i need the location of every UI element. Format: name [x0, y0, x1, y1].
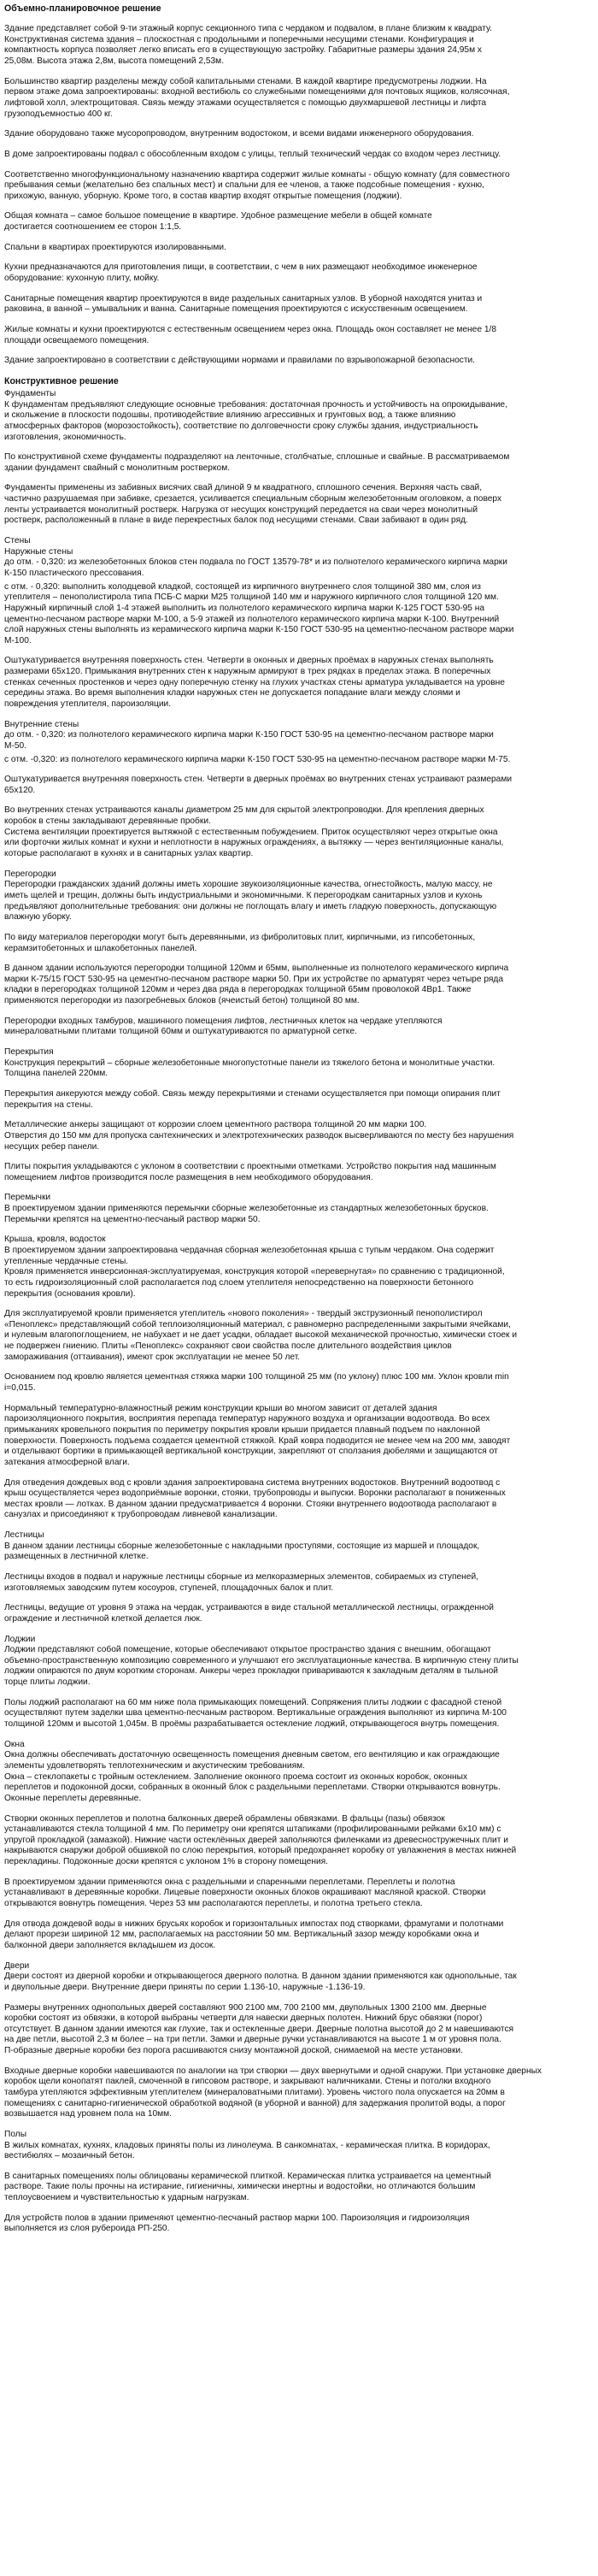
section-heading: Объемно-планировочное решение [4, 3, 161, 14]
paragraph [4, 2066, 594, 2120]
text-line: замораживания (оттаивания), имеют срок эксплуатации не менее 50 лет. [4, 1352, 301, 1362]
text-line: Наружный кирпичный слой 1-4 этажей выполнить из полнотелого керамического кирпича марки К-125 ГОСТ 530-95 на [4, 603, 485, 613]
text-line: атмосферных факторов (морозостойкость), соответствие по долговечности сроку службы здания, индустриальность [4, 421, 478, 431]
subsection-label: Внутренние стены [4, 719, 79, 729]
text-line: и отделывают бортики в примыкающей вертикальной конструкции, закрепляют от сползания дюбелями и защищаются от [4, 1447, 498, 1457]
paragraph [4, 2003, 594, 2057]
paragraph [4, 1162, 594, 1183]
text-line: слой наружных стены выполнять из керамического кирпича марки К-150 ГОСТ 530-95 на цементно-песчаном растворе марки [4, 625, 514, 635]
text-line: повреждения утеплителя, пароизоляции. [4, 699, 172, 709]
paragraph [4, 755, 594, 766]
text-line: М-50. [4, 740, 27, 751]
text-line: Оштукатуривается внутренняя поверхность стен. Четверти в дверных проёмах во внутренних стенах устраивают размерами [4, 775, 513, 785]
paragraph [4, 483, 594, 527]
text-line: П-образные дверные коробки без порога расшиваются снизу монтажной доской, снимаемой на месте установки. [4, 2046, 463, 2056]
text-line: Общая комната – самое большое помещение в квартире. Удобное размещение мебели в общей комнате [4, 211, 432, 221]
text-line: Лестницы входов в подвал и наружные лестницы сборные из мелкоразмерных элементов, собираемых из ступеней, [4, 1572, 478, 1582]
text-line: или форточки жилых комнат и кухни и неплотности в наружных ограждениях, а вытяжку — через вентиляционные каналы, [4, 838, 504, 848]
text-line: частично разрушаемая при забивке, срезается, усиливается специальным сборным железобетонным оголовком, а поверх [4, 494, 502, 504]
text-line: перекладины. Подоконные доски крепятся с уклоном 1% в сторону помещения. [4, 1857, 328, 1867]
text-line: 65х120. [4, 785, 36, 795]
text-line: прихожую, ванную, уборную. Кроме того, в состав квартир входят открытые помещения (лоджии). [4, 191, 402, 201]
paragraph [4, 170, 594, 203]
text-line: лоджии опираются по двум коротким сторонам. Анкеры через прокладки привариваются к закладным деталям в тыльной [4, 1666, 498, 1677]
text-line: Для отведения дождевых вод с кровли здания запроектирована система внутренних водостоков. Внутренний водоотвод с [4, 1477, 501, 1488]
text-line: до отм. - 0,320: из железобетонных блоков стен подвала по ГОСТ 13579-78* и из полнотелого керамического кирпича марки [4, 557, 507, 568]
text-line: Здание представляет собой 9-ти этажный корпус секционного типа с чердаком и подвалом, в плане близким к квадрату. [4, 24, 492, 34]
paragraph [4, 1204, 594, 1225]
text-line: изготовления, экономичность. [4, 432, 126, 442]
text-line: ограждение и лестничной клеткой делается люк. [4, 1613, 202, 1624]
text-line: марки К-75/15 ГОСТ 530-95 на цементно-песчаном растворе марки 50. При их устройстве по арматурят через четыре ряда [4, 974, 503, 984]
text-line: примыканиях кровельного покрытия по периметру покрытия кровли крыши придается плавный подъем по наклонной [4, 1424, 481, 1435]
text-line: В проектируемом здании применяются перемычки сборные железобетонные из стандартных железобетонных брусков. [4, 1204, 489, 1214]
text-line: Размеры внутренних однопольных дверей составляют 900 2100 мм, 700 2100 мм, двупольных 1300 2100 мм. Дверные [4, 2002, 487, 2013]
text-line: Санитарные помещения квартир проектируются в виде раздельных санитарных узлов. В уборной находятся унитаз и [4, 293, 483, 304]
text-line: К-150 пластического прессования. [4, 568, 144, 578]
text-line: достигается соотношением ее сторон 1:1,5. [4, 222, 182, 233]
subsection-label: Двери [4, 1960, 30, 1971]
paragraph [4, 150, 594, 161]
text-line: открываются вовнутрь помещения. Через 53 мм располагаются переплеты, и полотна третьего стекла. [4, 1899, 423, 1909]
text-line: Соответственно многофункциональному назначению квартира содержит жилые комнаты - общую комнату (для совместного [4, 169, 510, 180]
text-line: первом этаже дома запроектированы: входной вестибюль со служебными помещениями для почтовых ящиков, колясочная, [4, 87, 510, 97]
subsection-label: Стены [4, 536, 31, 546]
text-line: размещенных в лестничной клетке. [4, 1552, 149, 1562]
text-line: предъявляют дополнительные требования: они должны не поглощать влагу и иметь гладкую поверхность, допускающую [4, 901, 497, 911]
text-line: и нулевым влагопоглощением, не набухает и не дает усадки, обладает высокой механической прочностью, химически стоек и [4, 1330, 518, 1341]
text-line: Кровля применяется инверсионная-эксплуатируемая, конструкция которой «перевернутая» по сравнению с традиционной, [4, 1267, 505, 1277]
text-line: Толщина панелей 220мм. [4, 1069, 108, 1079]
paragraph [4, 2213, 594, 2235]
text-line: коробки состоят из обвязки, в которой выбраны четверти для навески дверных полотен. Нижний брус обвязки (порог) [4, 2013, 483, 2024]
paragraph [4, 1017, 594, 1038]
paragraph [4, 356, 594, 367]
text-line: Кухни предназначаются для приготовления пищи, в соответствии, с чем в них размещают необходимое инженерное [4, 262, 478, 273]
paragraph [4, 775, 594, 796]
text-line: перекрытия (основания кровли). [4, 1288, 136, 1299]
text-line: Конструкция перекрытий – сборные железобетонные многопустотные панели из тяжелого бетона и монолитные участки. [4, 1058, 495, 1068]
text-line: которые располагают в кухнях и в санитарных узлах квартир. [4, 849, 254, 859]
text-line: В данном здании используются перегородки толщиной 120мм и 65мм, выполненные из полнотелого керамического кирпича [4, 964, 509, 974]
text-line: на две петли, высотой 2,3 м более – на три петли. Замки и дверные ручки устанавливаются на высоте 1 м от уровня пола. [4, 2035, 501, 2045]
text-line: здании фундамент свайный с монолитным ростверком. [4, 463, 231, 473]
text-line: вестибюлях – мозаичный бетон. [4, 2151, 135, 2161]
text-line: В жилых комнатах, кухнях, кладовых приняты полы из линолеума. В санкомнатах, - керамическая плитка. В коридорах, [4, 2140, 490, 2150]
subsection-label: Окна [4, 1739, 25, 1749]
text-line: тамбура утепляются эффективным утеплителем (минераловатными плитами). Уровень чистого пола опускается на 20мм в [4, 2087, 505, 2097]
paragraph [4, 129, 594, 140]
text-line: раковина, в ванной – умывальник и ванна. Санитарные помещения проектируются с искусственным освещением. [4, 304, 468, 315]
text-line: Окна должны обеспечивать достаточную освещенность помещения дневным светом, его вентиляцию и как ограждающие [4, 1750, 500, 1760]
text-line: В доме запроектированы подвал с обособленным входом с улицы, теплый технический чердак со входом через лестницу. [4, 149, 501, 159]
text-line: Большинство квартир разделены между собой капитальными стенами. В каждой квартире предусмотрены лоджии. На [4, 76, 487, 86]
paragraph [4, 1814, 594, 1868]
text-line: переплетов и подоконной доски, собранных в оконный блок с раздельными переплетами. Створки открываются вовнутрь. [4, 1783, 501, 1793]
text-line: несущих ребер панели. [4, 1141, 100, 1152]
subsection-label: Крыша, кровля, водосток [4, 1235, 106, 1245]
text-line: размерами 65х120. Примыкания внутренних стен к наружным армируют в трех рядках в пределах этажа. В поперечных [4, 667, 491, 677]
paragraph [4, 1372, 594, 1394]
text-line: Фундаменты применены из забивных висячих свай длиной 9 м квадратного, сплошного сечения. Верхняя часть свай, [4, 483, 483, 493]
text-line: крыш осуществляется через водоприёмные воронки, стояки, трубопроводы и выпуски. Воронки располагают в пониженных [4, 1488, 506, 1499]
text-line: утеплителя – пенополистирола типа ПСБ-С марки М25 толщиной 140 мм и наружного кирпичного слоя толщиной 120 мм. [4, 592, 499, 603]
subsection-label: Наружные стены [4, 546, 73, 557]
paragraph [4, 2172, 594, 2204]
text-line: Перемычки крепятся на цементно-песчаный раствор марки 50. [4, 1214, 261, 1224]
text-line: Для отвода дождевой воды в нижних брусьях коробок и горизонтальных импостах под створками, фрамугами и полотнами [4, 1919, 504, 1929]
text-line: растворе. Такие полы прочны на истирание, гигиеничны, химически инертны и водостойки, но отличаются большим [4, 2182, 476, 2192]
paragraph [4, 880, 594, 923]
text-line: Для устройств полов в здании применяют цементно-песчаный раствор марки 100. Пароизоляция и гидроизоляция [4, 2213, 470, 2223]
text-line: Основанием под кровлю является цементная стяжка марки 100 толщиной 25 мм (по уклону) плюс 100 мм. Уклон кровли min [4, 1372, 509, 1382]
text-line: санузлах и присоединяют к трубопроводам ливневой канализации. [4, 1510, 278, 1520]
text-line: помещениях с санитарно-гигиенической обработкой водяной (в уборной и ванной) для задержания пролитой воды, а порог [4, 2098, 506, 2108]
text-line: цементно-песчаном растворе марки М-100, а 5-9 этажей из полнотелого керамического кирпича марки К-100. Внутренний [4, 614, 500, 624]
text-line: Полы лоджий располагают на 60 мм ниже пола примыкающих помещений. Сопряжения плиты лоджии с фасадной стеной [4, 1697, 502, 1707]
text-line: Перекрытия анкеруются между собой. Связь между перекрытиями и стенами осуществляется при помощи опирания плит [4, 1088, 501, 1099]
text-line: объемно-пространственную композицию современного и улучшают его эксплуатационные качества. В кирпичную стену плиты [4, 1655, 519, 1665]
text-line: пароизоляционного покрытия, восприятия перепада температур наружного воздуха и организации водоотвода. Во всех [4, 1414, 490, 1424]
paragraph [4, 1750, 594, 1804]
paragraph [4, 730, 594, 752]
text-line: балконной двери заполняется вкладышем из досок. [4, 1940, 216, 1950]
paragraph [4, 1919, 594, 1952]
paragraph [4, 1404, 594, 1469]
text-line: и скольжение в плоскости подошвы, противодействие влиянию агрессивных и грунтовых вод, а также влиянию [4, 410, 456, 421]
subsection-label: Лестницы [4, 1530, 44, 1541]
paragraph [4, 1572, 594, 1594]
text-line: стенках сеченных простенков и через одну поперечную стенку на глухих участках стены арматура укладывается на уровне [4, 677, 505, 687]
text-line: возвышается над уровнем пола на 10мм. [4, 2109, 173, 2119]
paragraph [4, 1120, 594, 1152]
paragraph [4, 1877, 594, 1910]
paragraph [4, 557, 594, 579]
paragraph [4, 656, 594, 710]
text-line: и двупольные двери. Внутренние двери приняты по серии 1.136-10, наружные -1.136-19. [4, 1982, 366, 1992]
text-line: иметь щелей и трещин, должны быть индустриальными и экономичными. К перегородкам санитарных узлов и кухонь [4, 890, 483, 900]
text-line: до отм. - 0,320: из полнотелого керамического кирпича марки К-150 ГОСТ 530-95 на цементно-песчаном растворе марки [4, 730, 494, 740]
text-line: минераловатными плитами толщиной 60мм и оштукатуриваются по арматурной сетке. [4, 1027, 357, 1037]
text-line: середины этажа. Во время выполнения кладки наружных стен не допускается попадание влаги между слоями и [4, 688, 460, 699]
text-line: Оштукатуривается внутренняя поверхность стен. Четверти в оконных и дверных проёмах в наружных стенах выполнять [4, 656, 494, 666]
text-line: толщиной 120мм и высотой 1,045м. В проёмы разрабатывается остекление лоджий, открывающегося внутрь помещения. [4, 1719, 500, 1730]
text-line: компактность корпуса позволяет легко вписать его в существующую застройку. Габаритные размеры здания 24,95м х [4, 45, 483, 56]
text-line: Створки оконных переплетов и полотна балконных дверей обрамлены обвязками. В фальцы (пазы) обвязок [4, 1813, 445, 1824]
paragraph [4, 1603, 594, 1624]
text-line: кладки в перегородках толщиной 120мм и через два ряда в перегородках толщиной 65мм проволокой 4Вр1. Также [4, 985, 472, 995]
text-line: Во внутренних стенах устраиваются каналы диаметром 25 мм для скрытой электропроводки. Для крепления дверных [4, 805, 484, 816]
text-line: Лоджии представляют собой помещение, которые обеспечивают открытое пространство здания с внешним, обогащают [4, 1645, 491, 1655]
text-line: площади освещаемого помещения. [4, 335, 150, 345]
text-line: накрываются снаружи доброй обшивкой по слою перекрытия, который предохраняет коробку от увлажнения в местах нижней [4, 1846, 517, 1856]
text-line: элементы удовлетворять теплотехническим и акустическим требованиям. [4, 1760, 305, 1771]
text-line: Отверстия до 150 мм для пропуска сантехнических и электротехнических разводок высверливаются по месту без нарушения [4, 1130, 514, 1141]
paragraph [4, 452, 594, 474]
text-line: Перегородки гражданских зданий должны иметь хорошие звукоизоляционные качества, огнестойкость, малую массу, не [4, 880, 493, 890]
paragraph [4, 24, 594, 68]
text-line: К фундаментам предъявляют следующие основные требования: достаточная прочность и устойчивость на опрокидывание, [4, 399, 507, 410]
text-line: пребывания семьи (желательно без спальных мест) и спальни для ее членов, а также подсобные помещения - кухню, [4, 180, 484, 191]
paragraph [4, 582, 594, 647]
paragraph [4, 964, 594, 1007]
subsection-label: Лоджии [4, 1634, 36, 1644]
text-line: делают прорези шириной 12 мм, располагаемых на расстоянии 50 мм. Вертикальный зазор между коробками окна и [4, 1930, 479, 1940]
text-line: Лестницы, ведущие от уровня 9 этажа на чердак, устраиваются в виде стальной металлической лестницы, огражденной [4, 1603, 494, 1613]
text-line: Спальни в квартирах проектируются изолированными. [4, 242, 226, 252]
text-line: с отм. - 0,320: выполнить колодцевой кладкой, состоящей из кирпичного внутреннего слоя толщиной 380 мм, слоя из [4, 581, 481, 592]
text-line: Двери состоят из дверной коробки и открывающегося дверного полотна. В данном здании применяются как однопольные, так [4, 1972, 517, 1982]
text-line: Плиты покрытия укладываются с уклоном в соответствии с проектными отметками. Устройство покрытия над машинным [4, 1162, 496, 1172]
text-line: поверхности. Поверхность подъема создается цементной стяжкой. Край ковра подводится не менее чем на 200 мм, заводят [4, 1435, 511, 1446]
text-line: По виду материалов перегородки могут быть деревянными, из фибролитовых плит, кирпичными, из гипсобетонных, [4, 932, 476, 942]
text-line: Для эксплуатируемой кровли применяется утеплитель «нового поколения» - твердый экструзионный пенополистирол [4, 1309, 483, 1319]
paragraph [4, 1058, 594, 1080]
paragraph [4, 1309, 594, 1363]
paragraph [4, 805, 594, 859]
text-line: Окна – стеклопакеты с тройным остеклением. Заполнение оконного проема состоит из оконных коробок, оконных [4, 1771, 468, 1782]
paragraph [4, 243, 594, 254]
text-line: Здание оборудовано также мусоропроводом, внутренним водостоком, и всеми видами инженерного оборудования. [4, 129, 474, 139]
text-line: В проектируемом здании запроектирована чердачная сборная железобетонная крыша с тупым чердаком. Она содержит [4, 1245, 495, 1255]
text-line: В данном здании лестницы сборные железобетонные с накладными проступями, состоящие из маршей и площадок, [4, 1541, 480, 1551]
text-line: упругой прокладкой (замазкой). Нижние части остеклённых дверей заполняются филенками из древесностружечных плит и [4, 1835, 508, 1845]
text-line: По конструктивной схеме фундаменты подразделяют на ленточные, столбчатые, сплошные и свайные. В рассматриваемом [4, 452, 510, 463]
text-line: не подвержен гниению. Плиты «Пеноплекс» сохраняют свои свойства после длительного воздействия циклов [4, 1341, 452, 1352]
text-line: i=0,015. [4, 1383, 36, 1394]
text-line: грузоподъемностью 400 кг. [4, 109, 113, 119]
text-line: «Пеноплекс» представляющий собой теплоизоляционный материал, с равномерно распределенными закрытыми ячейками, [4, 1319, 511, 1329]
paragraph [4, 1478, 594, 1522]
text-line: влажную уборку. [4, 912, 72, 923]
subsection-label: Перегородки [4, 869, 56, 879]
paragraph [4, 933, 594, 954]
text-line: В санитарных помещениях полы облицованы керамической плиткой. Керамическая плитка устраивается на цементный [4, 2171, 491, 2181]
text-line: применяются перегородки из пазогребневых блоков (ячеистый бетон) толщиной 80 мм. [4, 996, 360, 1006]
text-line: помещением лифтов производится после размещения в нем необходимого оборудования. [4, 1172, 373, 1182]
text-line: местах кровли — лотках. В данном здании предусматривается 4 воронки. Стояки внутреннего водоотвода располагают в [4, 1499, 497, 1509]
paragraph [4, 2141, 594, 2162]
paragraph [4, 1645, 594, 1689]
text-line: с отм. -0,320: из полнотелого керамического кирпича марки К-150 ГОСТ 530-95 на цементно-песчаном растворе марки М-75. [4, 754, 511, 764]
paragraph [4, 1089, 594, 1111]
paragraph [4, 294, 594, 315]
text-line: Входные дверные коробки навешиваются по аналогии на три створки — двух ввернутыми и одной снаружи. При установке дверных [4, 2066, 542, 2076]
text-line: осуществляют путем заделки шва цементно-песчаным раствором. Вертикальные ограждения выполняют из кирпича М-100 [4, 1708, 507, 1718]
text-line: затекания атмосферной влаги. [4, 1457, 130, 1467]
text-line: то есть гидроизоляционный слой располагается под слоем утеплителя непосредственно на поверхности бетонного [4, 1277, 474, 1288]
text-line: керамзитобетонных и шлакобетонных панелей. [4, 943, 197, 953]
text-line: Конструктивная система здания – плоскостная с продольными и поперечными несущими стенами. Конфигурация и [4, 34, 474, 44]
subsection-label: Перемычки [4, 1193, 51, 1203]
text-line: выполняется из слоя рубероида РП-250. [4, 2224, 170, 2234]
subsection-label: Фундаменты [4, 388, 56, 398]
text-line: теплоусвоением и чувствительностью к ударным нагрузкам. [4, 2193, 249, 2203]
text-line: Нормальный температурно-влажностный режим конструкции крыши во многом зависит от деталей здания [4, 1403, 437, 1413]
text-line: лифтовой холл, электрощитовая. Связь между этажами осуществляется с помощью двухмаршевой лестницы и лифта [4, 97, 487, 108]
subsection-label: Перекрытия [4, 1047, 54, 1058]
text-line: торце плиты лоджии. [4, 1677, 91, 1688]
paragraph [4, 262, 594, 284]
text-line: 25,08м. Высота этажа 2,8м, высота помещений 2,53м. [4, 56, 225, 67]
text-line: ленты устраивается монолитный ростверк. Нагрузка от несущих конструкций передается на сваи через монолитный [4, 504, 478, 515]
text-line: Металлические анкеры защищают от коррозии слоем цементного раствора толщиной 20 мм марки 100. [4, 1120, 427, 1130]
text-line: изготовляемых заводским путем косоуров, ступеней, площадочных балок и плит. [4, 1583, 334, 1593]
text-line: утепленные чердачные стены. [4, 1256, 129, 1266]
text-line: перекрытия на стены. [4, 1099, 93, 1110]
subsection-label: Полы [4, 2129, 27, 2139]
paragraph [4, 1541, 594, 1563]
text-line: Здание запроектировано в соответствии с действующими нормами и правилами по взрывопожарной безопасности. [4, 356, 476, 366]
paragraph [4, 77, 594, 121]
text-line: устанавливаются стекла толщиной 4 мм. По периметру они крепятся штапиками (профилированными рейками 6х10 мм) с [4, 1824, 501, 1835]
text-line: В проектируемом здании применяются окна с раздельными и спаренными переплетами. Переплеты и полотна [4, 1877, 455, 1887]
text-line: Система вентиляции проектируется вытяжной с естественным побуждением. Приток осуществляют через открытые окна [4, 827, 498, 837]
text-line: М-100. [4, 635, 32, 645]
text-line: Оконные переплеты деревянные. [4, 1793, 142, 1803]
text-line: ростверк, расположенный в плане в виде перекрестных балок под несущими стенами. Сваи забивают в один ряд. [4, 516, 468, 526]
text-line: отсутствует. В данном здании имеются как глухие, так и остекленные двери. Дверные полотна высотой до 2 м навешиваются [4, 2024, 514, 2034]
text-line: оборудование: кухонную плиту, мойку. [4, 274, 160, 284]
text-line: коробок щели конопатят паклей, смоченной в гипсовом растворе, и закрывают наличниками. Стены и потолки входного [4, 2077, 491, 2087]
paragraph [4, 211, 594, 233]
paragraph [4, 1698, 594, 1730]
text-line: устанавливают в деревянные коробки. Лицевые поверхности оконных блоков окрашивают масляной краской. Створки [4, 1888, 486, 1898]
text-line: коробок в стены закладывают деревянные пробки. [4, 816, 211, 827]
paragraph [4, 1972, 594, 1993]
paragraph [4, 1246, 594, 1300]
text-line: Перегородки входных тамбуров, машинного помещения лифтов, лестничных клеток на чердаке утепляются [4, 1016, 443, 1026]
paragraph [4, 325, 594, 346]
text-line: Жилые комнаты и кухни проектируются с естественным освещением через окна. Площадь окон составляет не менее 1/8 [4, 324, 496, 334]
section-heading: Конструктивное решение [4, 375, 119, 386]
paragraph [4, 400, 594, 444]
